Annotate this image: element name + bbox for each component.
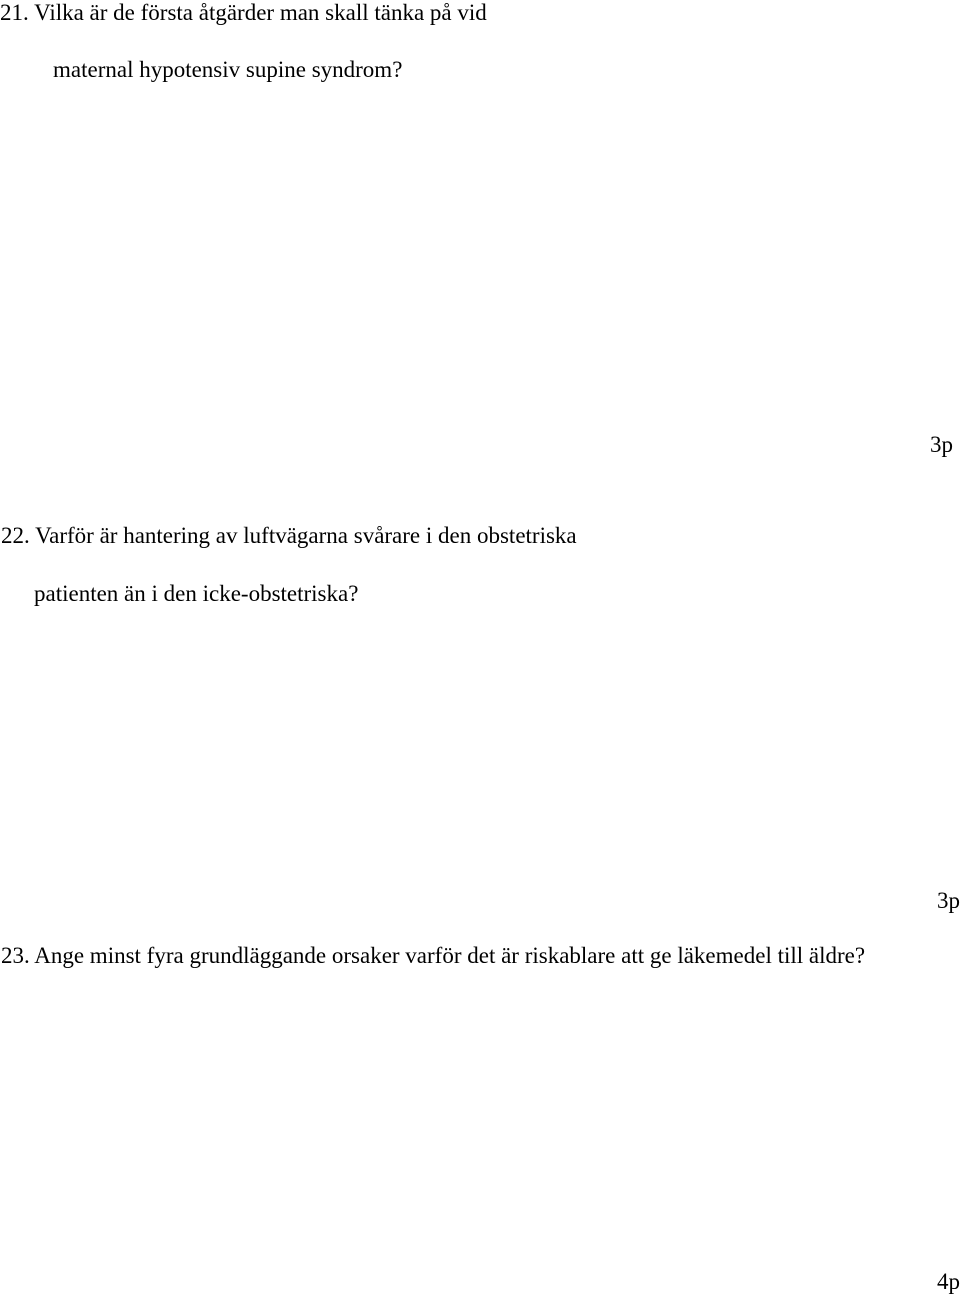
question-22-points: 3p [937, 888, 960, 913]
question-23-line-1: 23. Ange minst fyra grundläggande orsaker varför det är riskablare att ge läkemedel till äldre? [1, 943, 866, 968]
question-21-points: 3p [930, 432, 953, 457]
question-21-line-2: maternal hypotensiv supine syndrom? [53, 57, 403, 82]
question-22-line-2: patienten än i den icke-obstetriska? [34, 581, 359, 606]
question-22-line-1: 22. Varför är hantering av luftvägarna svårare i den obstetriska [1, 523, 577, 548]
question-21-line-1: 21. Vilka är de första åtgärder man skall tänka på vid [0, 0, 487, 25]
question-23-points: 4p [937, 1269, 960, 1294]
